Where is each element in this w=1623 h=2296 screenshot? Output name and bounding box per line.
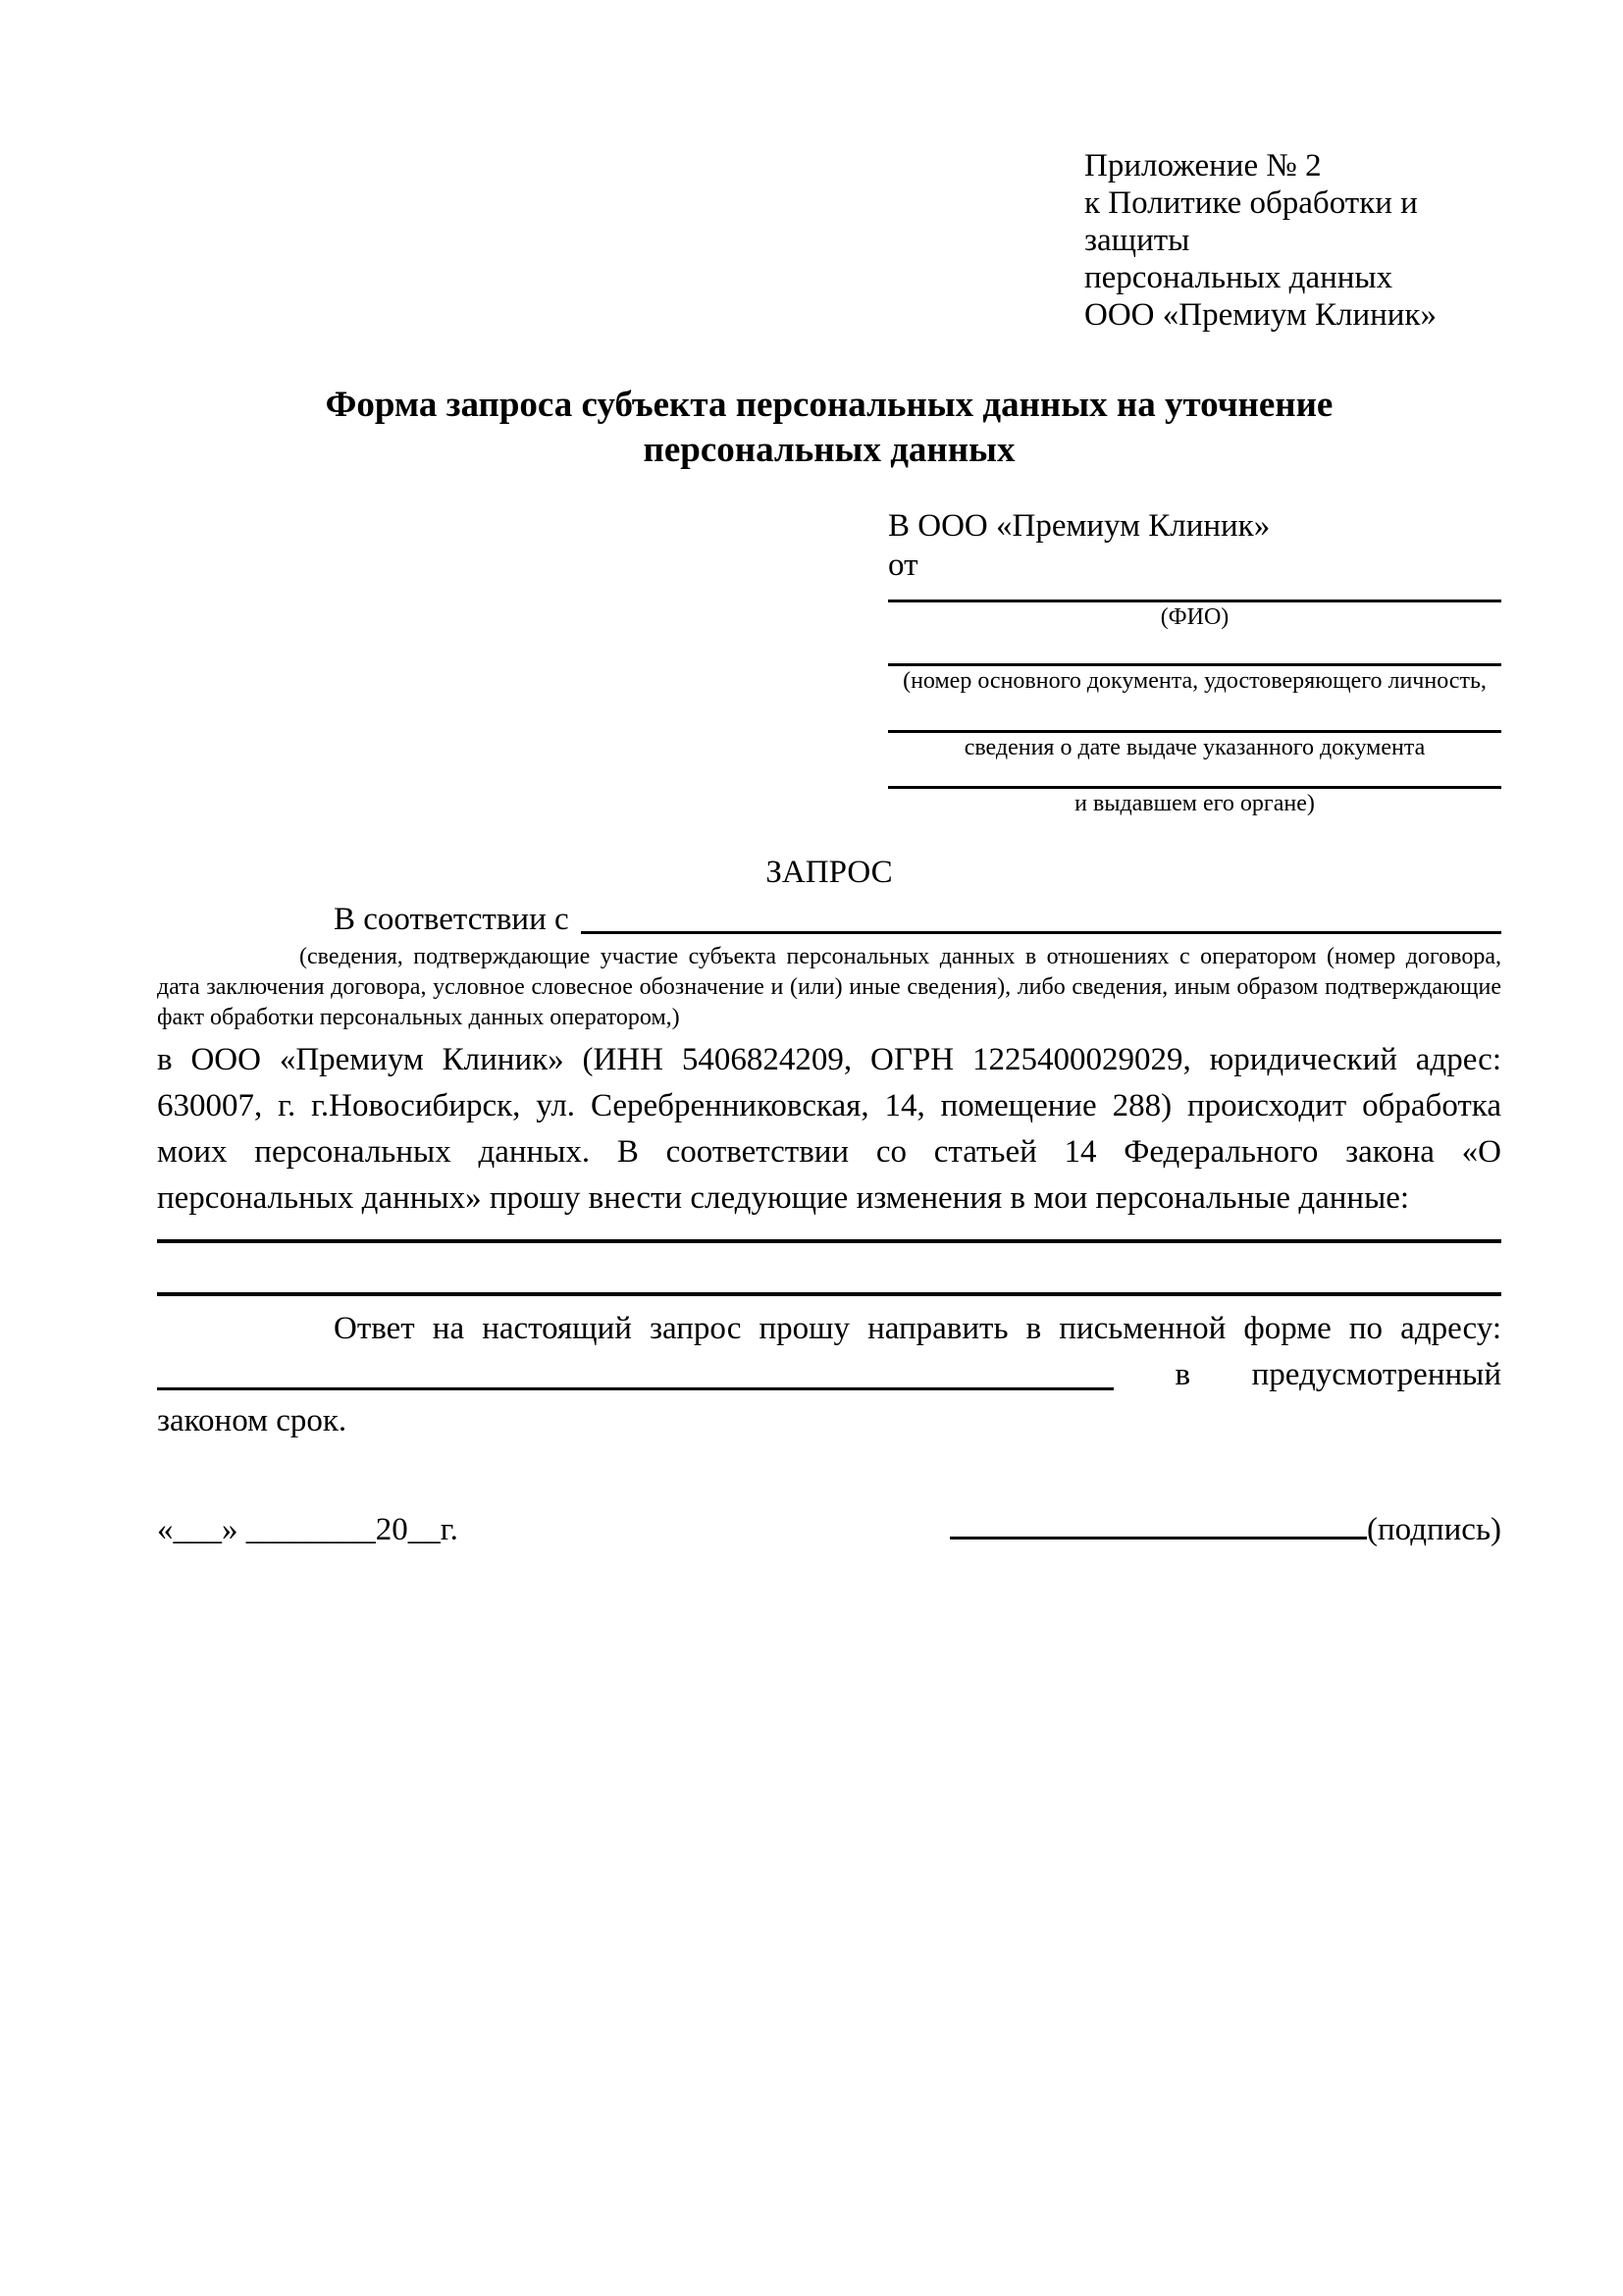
document-number-field-caption: (номер основного документа, удостоверяющего личность, bbox=[903, 668, 1487, 694]
signature-line bbox=[950, 1537, 1367, 1539]
signature-caption: (подпись) bbox=[1367, 1512, 1501, 1547]
appendix-line: к Политике обработки и защиты bbox=[1084, 185, 1418, 258]
signature-block bbox=[950, 1507, 1501, 1553]
changes-blank-line-2 bbox=[157, 1243, 1501, 1296]
reply-address-text: Ответ на настоящий запрос прошу направить в письменной форме по адресу: bbox=[334, 1311, 1501, 1346]
accordance-prefix: В соответствии с bbox=[334, 902, 569, 937]
reply-closing: законом срок. bbox=[157, 1403, 347, 1438]
form-title: Форма запроса субъекта персональных данных на уточнение персональных данных bbox=[325, 385, 1334, 470]
appendix-line: персональных данных bbox=[1084, 260, 1393, 295]
request-body: в ООО «Премиум Клиник» (ИНН 5406824209, ОГРН 1225400029029, юридический адрес: 630007, г. г.Новосибирск, ул. Серебренниковская, 14, помещение 288) происходит обработка моих персональных данных. В соответствии со статьей 14 Федерального закона «О персональных данных» прошу внести следующие изменения в мои персональные данные: bbox=[157, 1042, 1501, 1216]
date-signature-row bbox=[157, 1507, 1501, 1553]
reply-address-row bbox=[157, 1352, 1501, 1398]
request-heading: ЗАПРОС bbox=[765, 855, 893, 890]
fio-field-caption: (ФИО) bbox=[1160, 604, 1230, 630]
issue-date-field-caption: сведения о дате выдаче указанного документа bbox=[964, 735, 1426, 760]
appendix-line: ООО «Премиум Клиник» bbox=[1084, 297, 1437, 333]
accordance-note: (сведения, подтверждающие участие субъекта персональных данных в отношениях с оператором (номер договора, дата заключения договора, условное словесное обозначение и (или) иные сведения), либо сведения, иным образом подтверждающие факт обработки персональных данных оператором,) bbox=[157, 944, 1501, 1030]
reply-address-blank-line bbox=[157, 1387, 1114, 1390]
addressee-organization: В ООО «Премиум Клиник» bbox=[888, 508, 1271, 544]
changes-blank-line-1 bbox=[157, 1222, 1501, 1243]
reply-tail-word-2: предусмотренный bbox=[1251, 1357, 1501, 1392]
date-blank: «___» ________20__г. bbox=[157, 1512, 458, 1547]
accordance-row bbox=[157, 897, 1501, 942]
accordance-blank-line bbox=[581, 897, 1501, 934]
reply-tail-word-1: в bbox=[1175, 1357, 1191, 1392]
addressee-from-label: от bbox=[888, 548, 918, 583]
appendix-header bbox=[1084, 147, 1501, 334]
appendix-line: Приложение № 2 bbox=[1084, 148, 1322, 183]
fio-field-line bbox=[888, 585, 1501, 602]
addressee-block bbox=[888, 506, 1501, 818]
issuing-authority-field-line bbox=[888, 762, 1501, 789]
document-number-field-line bbox=[888, 632, 1501, 666]
issue-date-field-line bbox=[888, 696, 1501, 733]
issuing-authority-field-caption: и выдавшем его органе) bbox=[1074, 791, 1315, 816]
